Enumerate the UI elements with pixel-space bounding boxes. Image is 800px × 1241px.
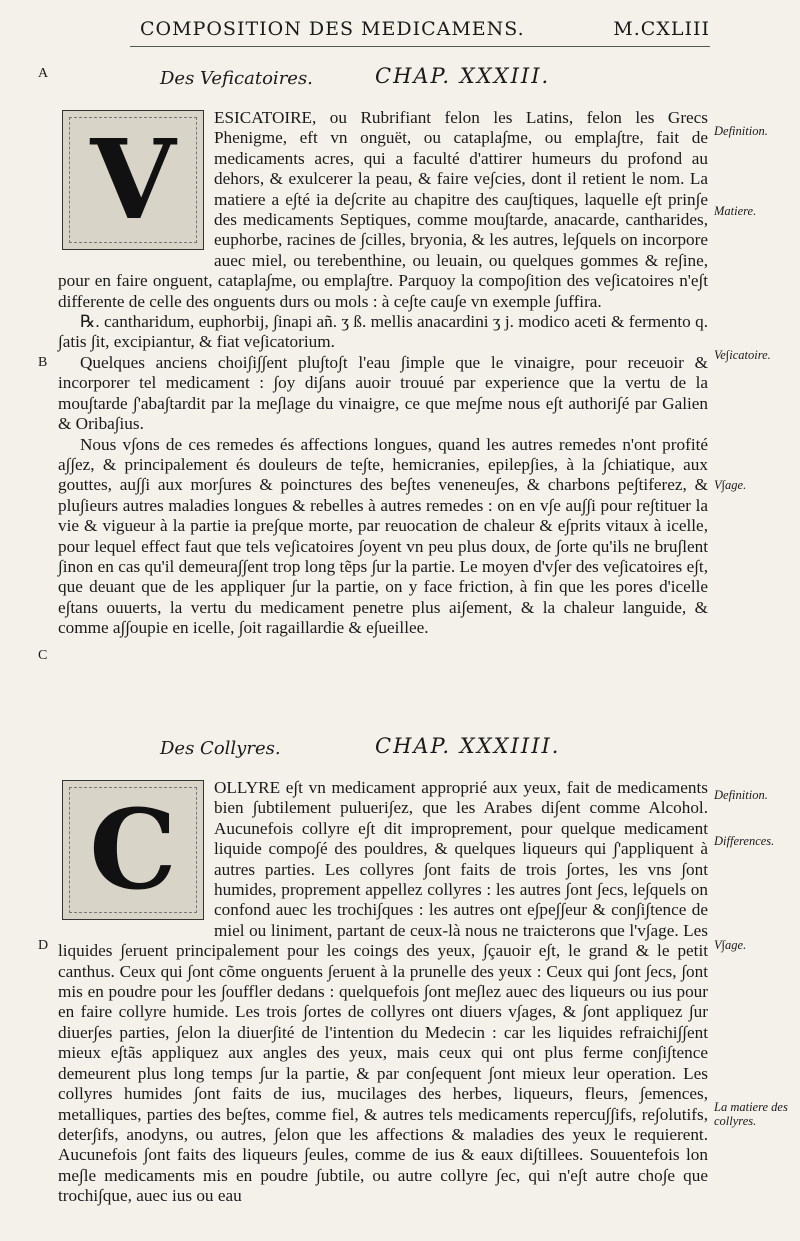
margin-letter-c: C [38,648,48,663]
paragraph: ESICATOIRE, ou Rubrifiant felon les Latins, felon les Grecs Phenigme, eft vn onguët, ou catapla∫me, ou empla∫tre, fait de medicaments acres, qui a faculté d'attirer humeurs du profond au dehors, & exulcerer la peau, & faire ve∫cies, dont il retient le nom. La matiere a e∫té ia de∫crite au chapitre des cau∫tiques, laquelle e∫t prin∫e des medicaments Septiques, comme mou∫tarde, anacarde, cantharides, euphorbe, racines de ∫cilles, bryonia, & les autres, le∫quels on incorpore auec miel, ou terebenthine, ou leuain, ou quelques gommes & re∫ine, pour en faire onguent, catapla∫me, ou empla∫tre. Parquoy la compo∫ition des ve∫icatoires n'e∫t differente de celle des onguents durs ou mols : à ce∫te cau∫e vn exemple ∫uffira. [58,108,708,311]
margin-note-vesicatoire: Ve∫icatoire. [714,348,771,362]
chapter-33-number: CHAP. XXXIII. [375,64,551,88]
margin-note-usage-2: V∫age. [714,938,747,952]
paragraph: Nous v∫ons de ces remedes és affections longues, quand les autres remedes n'ont profité a∫∫ez, & principalement és douleurs de te∫te, hemicranies, epilep∫ies, à la ∫chiatique, aux gouttes, au∫∫i aux mor∫ures & poinctures des be∫tes veneneu∫es, & charbons pe∫tiferez, & plu∫ieurs autres maladies longues & rebelles à autres remedes : on en v∫e au∫∫i pour re∫tituer la vie & vigueur à la partie ia pre∫que morte, par reuocation de chaleur & e∫prits vitaux à icelle, pour lequel effect faut que tels ve∫icatoires ∫oyent vn peu plus doux, de ∫orte qu'ils ne bru∫lent ∫inon en cas qu'il demeura∫∫ent trop long tẽps ∫ur la partie. Le moyen d'v∫er des ve∫icatoires e∫t, que deuant que de les appliquer ∫ur la partie, on y face friction, à fin que les pores d'icelle e∫tans ouuerts, la vertu du medicament penetre plus ai∫ement, & la chaleur languide, & comme a∫∫oupie en icelle, ∫oit ragaillardie & e∫ueillee. [58,434,708,638]
chapter-34-heading [100,734,700,764]
chapter-33-heading [100,64,700,94]
margin-letter-d: D [38,938,49,953]
paragraph: Quelques anciens choi∫i∫∫ent plu∫to∫t l'eau ∫imple que le vinaigre, pour receuoir & incorporer tel medicament : ∫oy di∫ans auoir trouué par experience que la vertu de la mou∫tarde ∫'aba∫tardit par la me∫lage du vinaigre, ce que me∫me nous e∫t authori∫é par Galien & Oriba∫ius. [58,352,708,434]
paragraph: ℞. cantharidum, euphorbij, ∫inapi añ. ʒ ß. mellis anacardini ʒ j. modico aceti & fermento q. ∫atis ∫it, excipiantur, & fiat ve∫icatorium. [58,312,708,352]
dropcap-letter: V [90,115,176,244]
header-rule [130,46,710,47]
chapter-34-number: CHAP. XXXIIII. [375,734,561,758]
margin-note-definition-2: Definition. [714,788,768,802]
margin-letter-b: B [38,355,48,370]
running-title: COMPOSITION DES MEDICAMENS. [140,18,525,40]
margin-letter-a: A [38,66,49,81]
margin-note-usage: V∫age. [714,478,747,492]
dropcap-c [62,780,204,920]
dropcap-v [62,110,204,250]
dropcap-ornament [69,117,197,243]
folio-number: M.CXLIII [613,18,710,40]
chapter-33-text [58,108,708,639]
margin-note-differences: Differences. [714,834,775,848]
dropcap-letter: C [89,785,177,914]
margin-note-definition: Definition. [714,124,768,138]
margin-note-matiere-collyres: La matiere des collyres. [714,1100,788,1128]
margin-note-matiere: Matiere. [714,204,757,218]
chapter-34-text [58,778,708,1207]
dropcap-ornament [69,787,197,913]
chapter-34-subtitle: Des Collyres. [160,738,281,759]
paragraph: OLLYRE e∫t vn medicament approprié aux yeux, fait de medicaments bien ∫ubtilement pulueri∫ez, que les Arabes di∫ent comme Alcohol. Aucunefois collyre e∫t dit improprement, pour quelque medicament liquide compo∫é des pouldres, & quelques liqueurs qui ∫'appliquent à autres parties. Les collyres ∫ont faits de trois ∫ortes, les vns ∫ont humides, proprement appellez collyres : les autres ∫ont ∫ecs, le∫quels on confond auec les trochi∫ques : les autres ont e∫pe∫∫eur & con∫i∫tence de miel ou liniment, partant de ceux-là nous ne traicterons que l'v∫age. Les liquides ∫eruent principalement pour les coings des yeux, ∫çauoir e∫t, le grand & le petit canthus. Ceux qui ∫ont cõme onguents ∫eruent à la prunelle des yeux : Ceux qui ∫ont ∫ecs, ∫ont mis en poudre pour les ∫ouffler dedans : quelquefois ∫ont me∫lez auec des liqueurs ou ius pour en faire collyre humide. Les trois ∫ortes de collyres ont diuers v∫ages, & ∫ont appliquez ∫ur diuer∫es parties, ∫elon la diuer∫ité de l'intention du Medecin : car les liquides refraichi∫∫ent mieux e∫tãs appliquez aux angles des yeux, mais ceux qui ont plus ferme con∫i∫tence demeurent plus long temps ∫ur la partie, & par con∫equent ∫ont mieux leur operation. Les collyres humides ∫ont faits de ius, mucilages des herbes, liqueurs, fleurs, ∫emences, metalliques, parties des be∫tes, comme fiel, & autres tels medicaments repercu∫∫ifs, re∫olutifs, deter∫ifs, anodyns, ou autres, ∫elon que les affections & maladies des yeux le requierent. Aucunefois ∫ont faits des liqueurs ∫eules, comme de ius & eaux di∫tillees. Souuentefois lon me∫le medicaments mis en poudre ∫ubtile, ou autre collyre ∫ec, qui n'e∫t autre cho∫e que trochi∫que, auec ius ou eau [58,778,708,1206]
chapter-33-subtitle: Des Veficatoires. [160,68,313,89]
